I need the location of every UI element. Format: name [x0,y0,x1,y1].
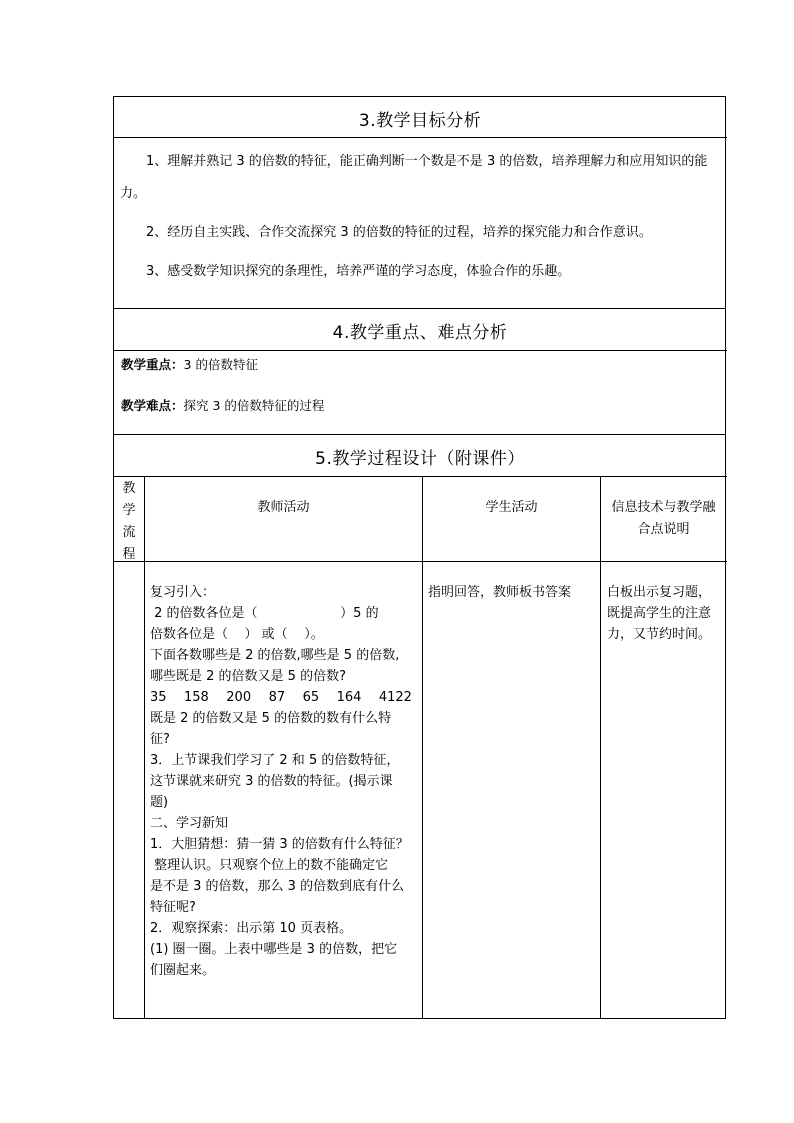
text-line: 们圈起来。 [150,963,216,978]
student-activity-header: 学生活动 [485,500,538,515]
divider [113,350,727,351]
text-line: (1) 圈一圈。上表中哪些是 3 的倍数，把它 [150,942,398,957]
step-char: 教 [122,481,136,496]
text-line: 题) [150,795,169,810]
difficulty-point [121,396,324,414]
goal-item: 3、感受数学知识探究的条理性，培养严谨的学习态度，体验合作的乐趣。 [146,264,571,279]
step-char: 程 [122,547,136,562]
number: 200 [226,690,252,705]
section3-title: 3.教学目标分析 [358,111,482,131]
key-point [121,355,258,373]
tech-header-line: 信息技术与教学融 [611,500,716,515]
text-line: 3．上节课我们学习了 2 和 5 的倍数特征， [150,753,400,768]
student-activity-cell: 指明回答，教师板书答案 [428,585,572,600]
column-divider [422,476,423,1018]
text-line: 倍数各位是（ ） 或（ ）。 [150,627,324,642]
column-divider [600,476,601,1018]
number: 35 [150,690,167,705]
text-line: 特征呢? [150,900,196,915]
number: 158 [184,690,209,705]
text-line: 整理认识。只观察个位上的数不能确定它 [150,858,389,873]
goal-item: 2、经历自主实践、合作交流探究 3 的倍数的特征的过程，培养的探究能力和合作意识。 [146,225,652,240]
teacher-activity-cell [150,582,418,981]
text-line: 既是 2 的倍数又是 5 的倍数的数有什么特 [150,711,392,726]
text-line: 力，又节约时间。 [607,627,712,642]
key-point-label: 教学重点： [121,357,184,372]
divider [113,561,727,562]
text-line: 1．大胆猜想：猜一猜 3 的倍数有什么特征？ [150,837,409,852]
text-line: 这节课就来研究 3 的倍数的特征。(揭示课 [150,774,393,789]
text-line: 是不是 3 的倍数，那么 3 的倍数到底有什么 [150,879,405,894]
text-line: 白板出示复习题， [607,585,712,600]
text-line: 既提高学生的注意 [607,606,712,621]
text-line: 征? [150,732,170,747]
text-line: 复习引入： [150,585,216,600]
tech-header [601,497,726,541]
step-char: 学 [122,503,136,518]
goal-item: 1、理解并熟记 3 的倍数的特征，能正确判断一个数是不是 3 的倍数，培养理解力和应用知识的能力。 [120,154,708,201]
text-line: 2 的倍数各位是（ ）5 的 [150,606,379,621]
text-line: 下面各数哪些是 2 的倍数,哪些是 5 的倍数, [150,648,400,663]
section4-title: 4.教学重点、难点分析 [332,323,508,343]
number: 164 [336,690,362,705]
number: 65 [302,690,320,705]
text-line: 二、学习新知 [150,816,229,831]
divider [113,476,727,477]
number: 4122 [378,690,412,705]
number-list [150,687,418,708]
section5-title: 5.教学过程设计（附课件） [315,449,525,469]
step-column-header [114,478,144,566]
column-divider [144,476,145,1018]
tech-header-line: 合点说明 [637,522,690,537]
number: 87 [268,690,286,705]
text-line: 哪些既是 2 的倍数又是 5 的倍数? [150,669,346,684]
difficulty-label: 教学难点： [121,398,184,413]
step-char: 流 [122,525,136,540]
tech-note-cell [607,582,725,645]
divider [113,137,727,138]
difficulty-value: 探究 3 的倍数特征的过程 [183,398,325,413]
key-point-value: 3 的倍数特征 [183,357,258,372]
text-line: 2．观察探索：出示第 10 页表格。 [150,921,353,936]
teacher-activity-header: 教师活动 [257,500,310,515]
